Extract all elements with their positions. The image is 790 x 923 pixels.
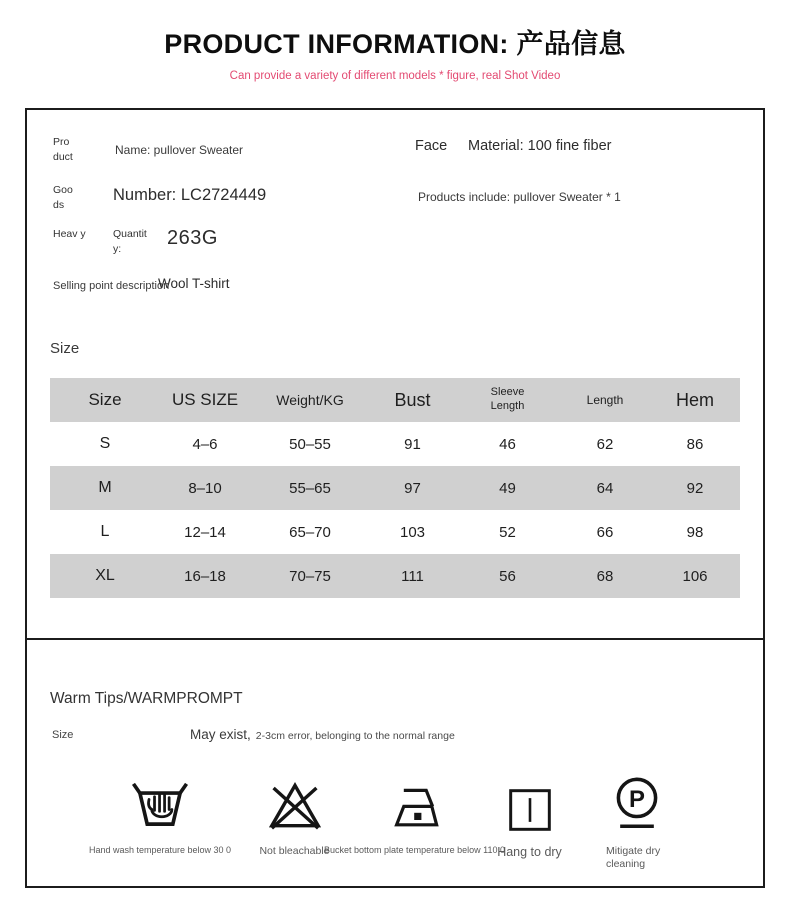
table-cell: 46 bbox=[499, 435, 516, 453]
selling-point-label: Selling point description bbox=[53, 280, 170, 292]
table-row-m bbox=[50, 466, 740, 510]
hang-dry-icon bbox=[504, 762, 556, 836]
size-tolerance-note bbox=[190, 726, 455, 744]
product-info-box bbox=[25, 108, 765, 638]
dry-clean-p-icon bbox=[606, 762, 668, 836]
table-cell: 12–14 bbox=[184, 523, 226, 541]
page-title: PRODUCT INFORMATION: 产品信息 bbox=[164, 29, 626, 59]
care-label: Mitigate dry cleaning bbox=[606, 845, 661, 871]
table-row-xl bbox=[50, 554, 740, 598]
hand-wash-icon bbox=[128, 762, 192, 836]
size-note-label: Size bbox=[52, 729, 74, 741]
header-cell-hem: Hem bbox=[675, 389, 714, 410]
care-item-dry-clean bbox=[592, 762, 682, 871]
table-cell: XL bbox=[95, 567, 115, 584]
warm-tips-heading: Warm Tips/WARMPROMPT bbox=[50, 690, 243, 707]
goods-label: Goo ds bbox=[53, 184, 73, 211]
page-subtitle: Can provide a variety of different models * figure, real Shot Video bbox=[229, 70, 561, 82]
product-label: Pro duct bbox=[53, 136, 73, 163]
header-cell-us-size: US SIZE bbox=[171, 390, 239, 409]
header-cell-size: Size bbox=[88, 390, 122, 409]
quantity-label: Quantit y: bbox=[113, 228, 147, 255]
header-cell-length: Length bbox=[586, 393, 624, 407]
warm-tips-box bbox=[25, 638, 765, 888]
care-label: Bucket bottom plate temperature below 110 0 bbox=[324, 845, 505, 855]
size-table bbox=[50, 378, 740, 598]
iron-icon bbox=[387, 762, 443, 836]
table-cell: L bbox=[100, 523, 110, 540]
care-label: Hand wash temperature below 30 0 bbox=[88, 845, 232, 855]
table-cell: 111 bbox=[401, 567, 424, 585]
header-cell-bust: Bust bbox=[394, 389, 431, 410]
table-cell: 66 bbox=[596, 523, 614, 541]
table-cell: 52 bbox=[499, 523, 516, 541]
table-cell: 4–6 bbox=[192, 435, 218, 453]
table-row-l bbox=[50, 510, 740, 554]
table-cell: S bbox=[99, 435, 111, 452]
no-bleach-icon bbox=[265, 762, 325, 836]
selling-point-value: Wool T-shirt bbox=[158, 276, 230, 291]
table-cell: 56 bbox=[499, 567, 516, 585]
header-cell-weight: Weight/KG bbox=[276, 392, 344, 408]
table-cell: 98 bbox=[686, 523, 704, 541]
heavy-label: Heav y bbox=[53, 228, 86, 240]
table-cell: 68 bbox=[596, 567, 614, 585]
table-cell: 86 bbox=[686, 435, 704, 453]
face-label: Face bbox=[415, 138, 448, 154]
table-cell: 106 bbox=[682, 567, 708, 585]
table-cell: 55–65 bbox=[289, 479, 331, 497]
care-label: Hang to dry bbox=[497, 845, 562, 859]
size-section-heading: Size bbox=[50, 340, 80, 357]
table-cell: 103 bbox=[399, 523, 426, 541]
product-name-value: Name: pullover Sweater bbox=[115, 143, 244, 157]
svg-text:P: P bbox=[629, 785, 645, 813]
table-cell: 91 bbox=[404, 435, 421, 453]
header-cell-sleeve-length: Sleeve Length bbox=[490, 386, 525, 412]
table-cell: 70–75 bbox=[289, 567, 331, 585]
table-cell: M bbox=[98, 479, 112, 496]
table-cell: 97 bbox=[404, 479, 421, 497]
size-table-header-row bbox=[50, 378, 740, 422]
care-label: Not bleachable bbox=[259, 845, 330, 857]
table-cell: 50–55 bbox=[289, 435, 331, 453]
table-cell: 64 bbox=[596, 479, 614, 497]
table-cell: 65–70 bbox=[289, 523, 331, 541]
table-cell: 62 bbox=[596, 435, 614, 453]
note-strong-text: May exist, bbox=[190, 727, 251, 742]
material-value: Material: 100 fine fiber bbox=[468, 138, 612, 154]
table-cell: 16–18 bbox=[184, 567, 226, 585]
table-cell: 49 bbox=[499, 479, 516, 497]
table-row-s bbox=[50, 422, 740, 466]
care-item-hang-dry bbox=[467, 762, 592, 859]
note-rest-text: 2-3cm error, belonging to the normal range bbox=[255, 730, 455, 742]
table-cell: 8–10 bbox=[188, 479, 222, 497]
weight-value: 263G bbox=[167, 227, 218, 249]
goods-number-value: Number: LC2724449 bbox=[113, 186, 267, 204]
care-item-hand-wash bbox=[75, 762, 245, 855]
table-cell: 92 bbox=[686, 479, 704, 497]
products-include-value: Products include: pullover Sweater * 1 bbox=[418, 190, 621, 204]
